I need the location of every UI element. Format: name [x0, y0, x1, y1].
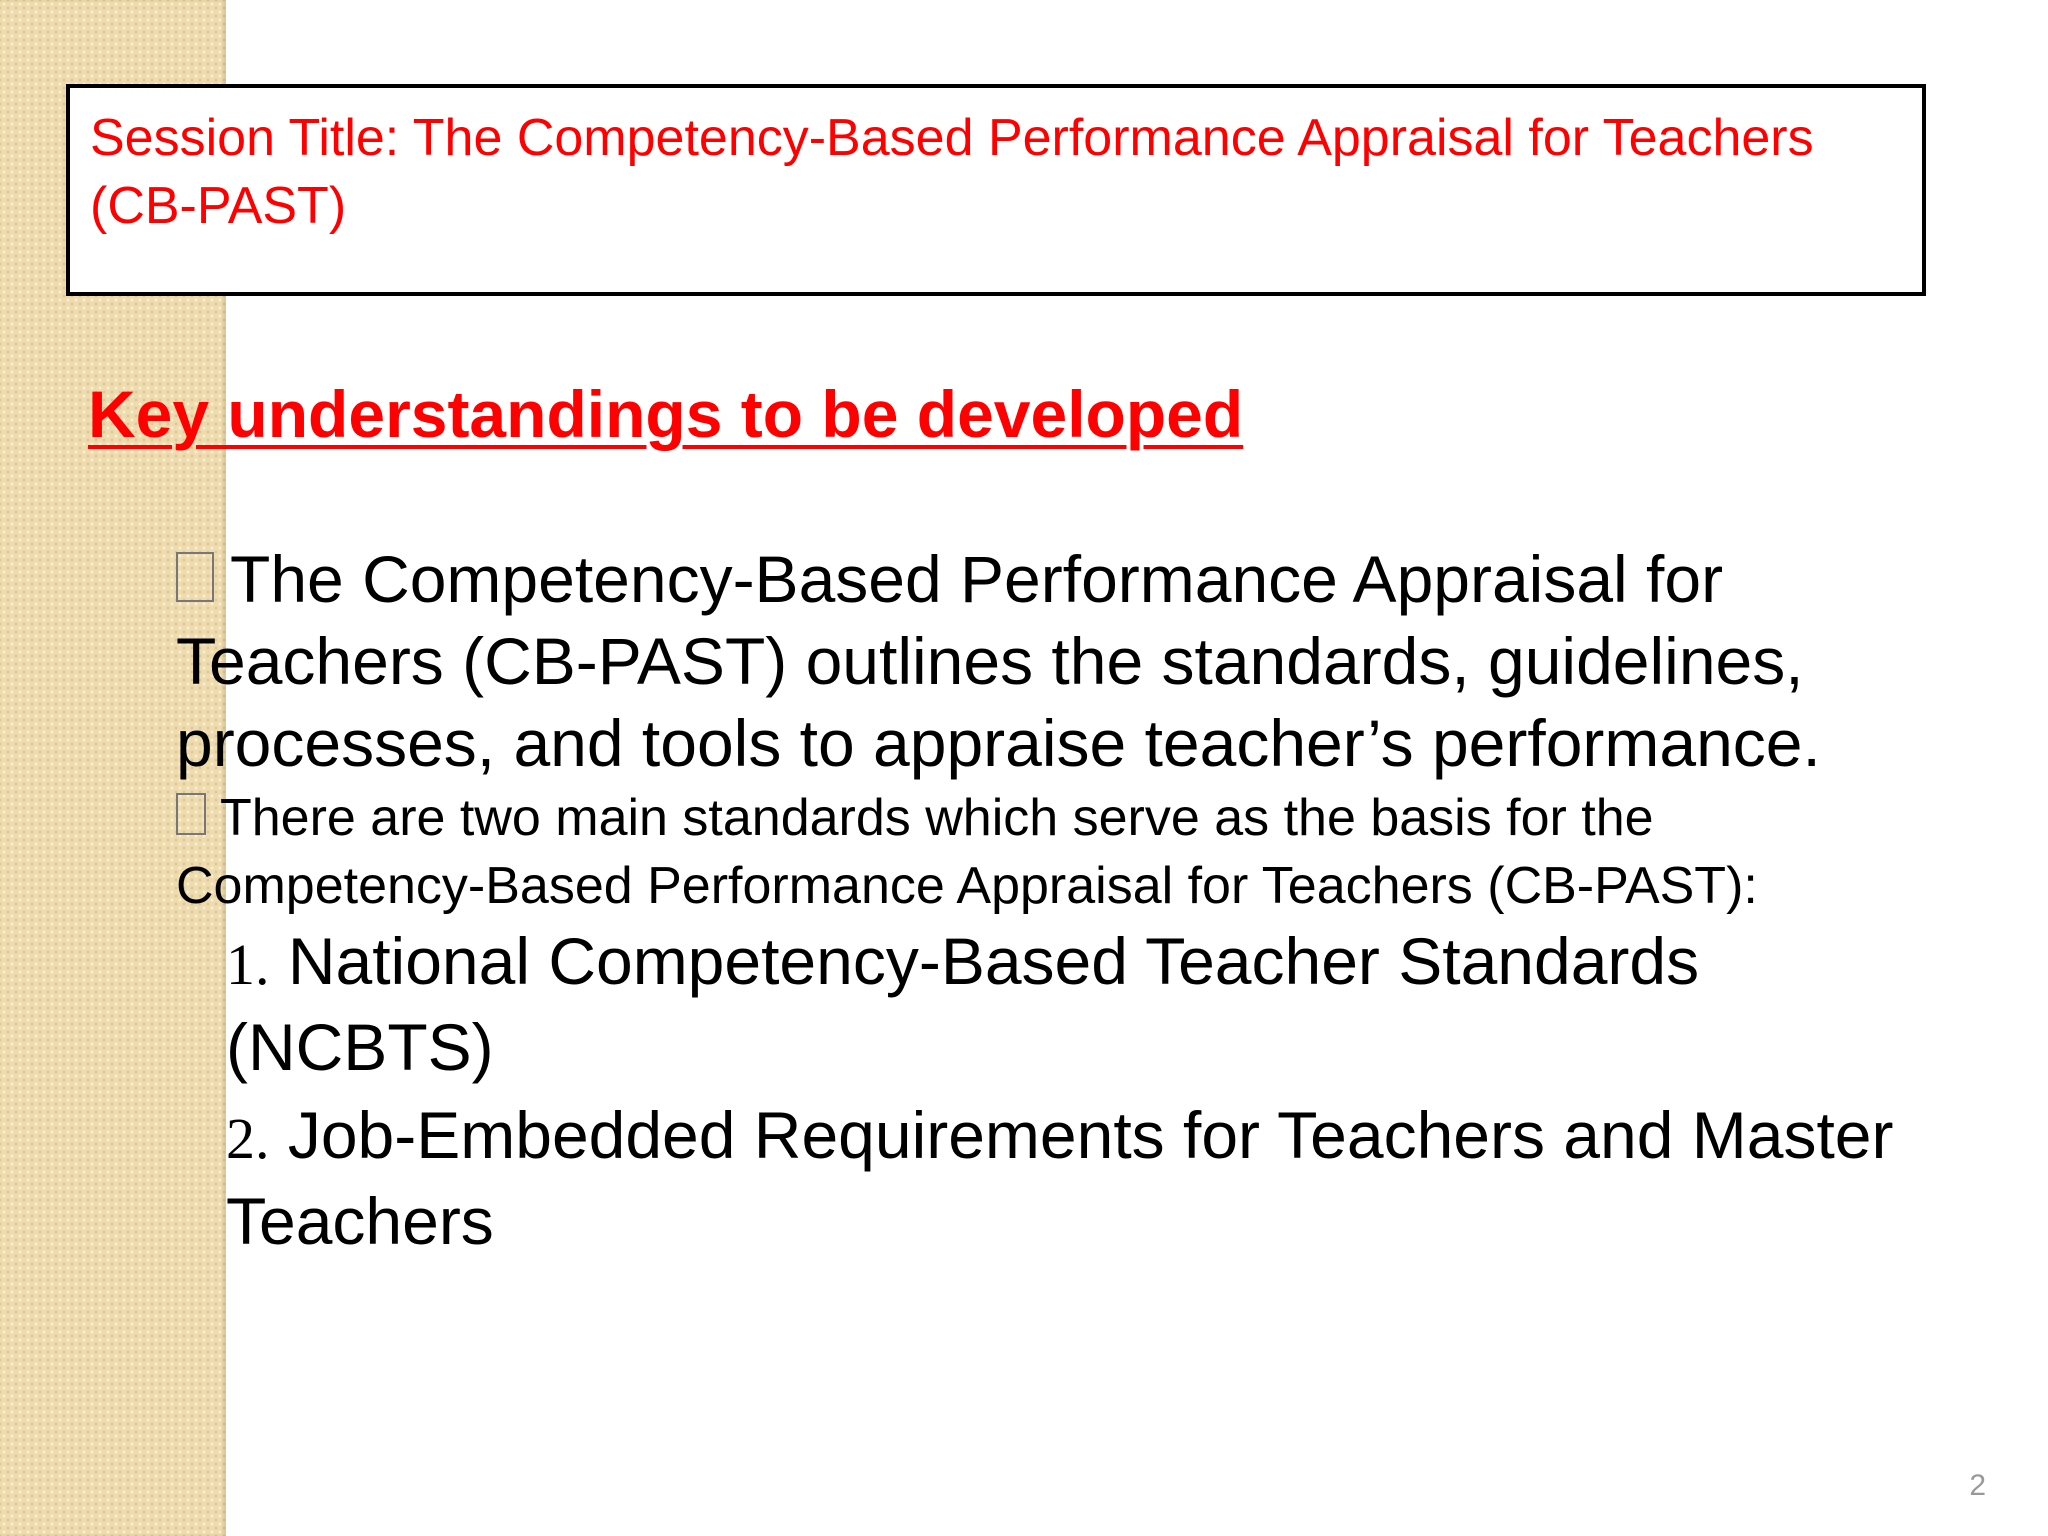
bullet-text: There are two main standards which serve as the basis for the Competency-Based Performance Appraisal for Teachers (CB-PAST):	[176, 789, 1758, 915]
box-bullet-icon	[176, 552, 214, 602]
list-text: National Competency-Based Teacher Standards (NCBTS)	[226, 924, 1700, 1084]
section-heading: Key understandings to be developed	[88, 377, 1244, 451]
bullet-item	[176, 784, 1896, 920]
session-title: Session Title: The Competency-Based Performance Appraisal for Teachers (CB-PAST)	[90, 109, 1814, 235]
box-bullet-icon	[176, 793, 206, 835]
bullet-text: The Competency-Based Performance Appraisal for Teachers (CB-PAST) outlines the standards, guidelines, processes, and tools to appraise teacher’s performance.	[176, 542, 1821, 780]
session-title-box	[66, 84, 1926, 296]
bullet-item	[176, 538, 1896, 784]
list-text: Job-Embedded Requirements for Teachers and Master Teachers	[226, 1098, 1894, 1258]
page-number: 2	[1969, 1469, 1986, 1502]
list-item	[226, 1094, 1896, 1262]
slide-body	[176, 538, 1896, 1268]
standards-list	[176, 920, 1896, 1262]
list-item	[226, 920, 1896, 1088]
list-number: 1.	[226, 932, 270, 997]
list-number: 2.	[226, 1106, 270, 1171]
